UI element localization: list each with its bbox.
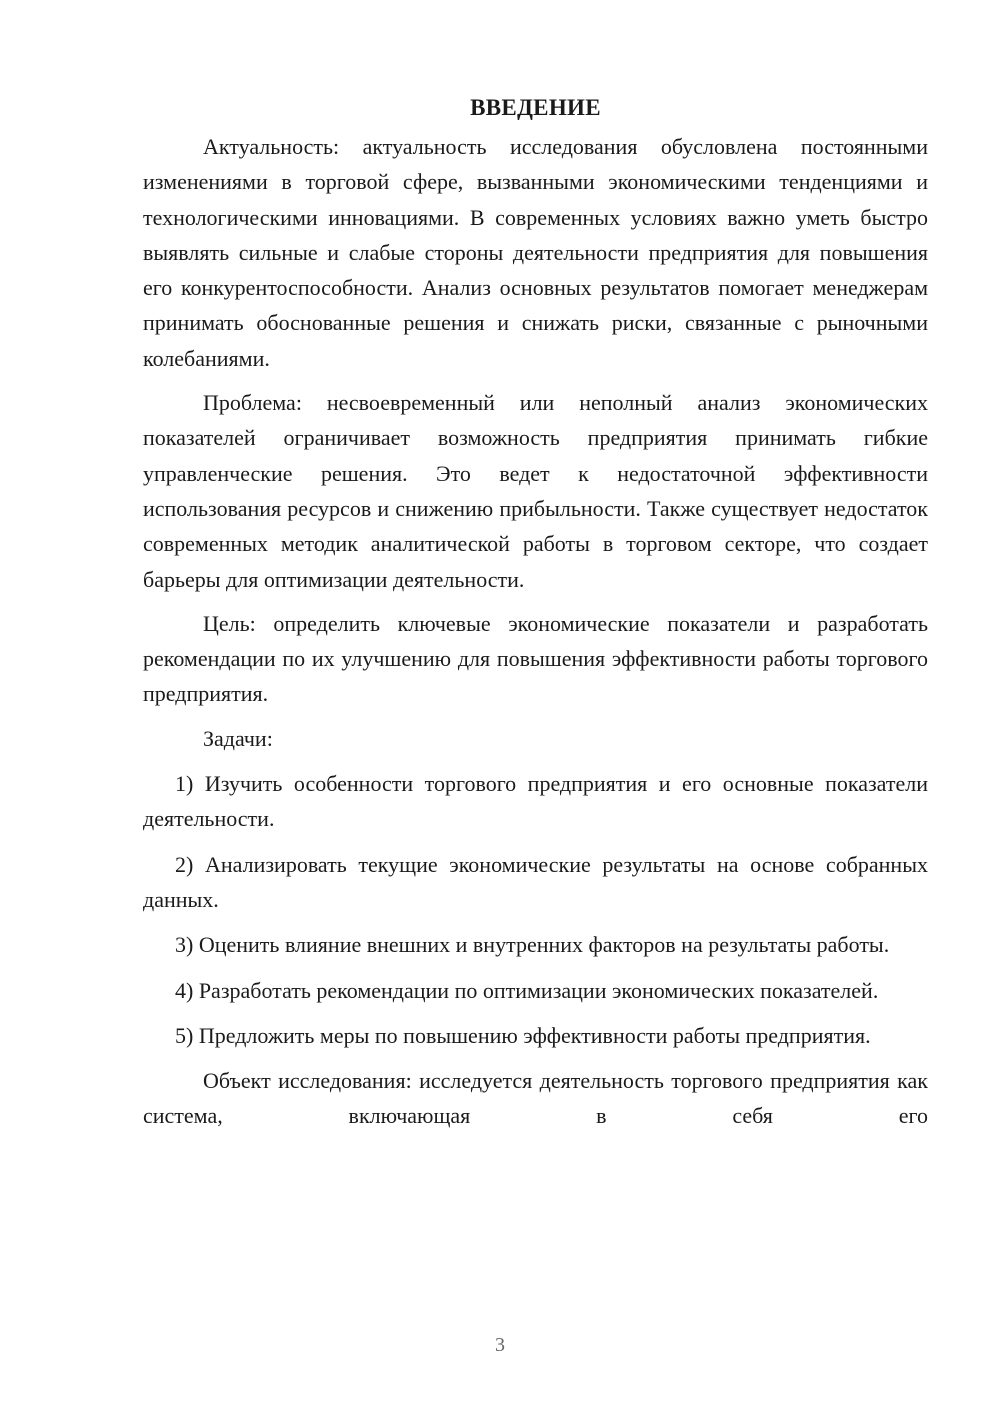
task-item-5: 5) Предложить меры по повышению эффективности работы предприятия. [175,1022,871,1048]
problem-paragraph: Проблема: несвоевременный или неполный анализ экономических показателей ограничивает возможность предприятия принимать гибкие управленческие решения. Это ведет к недостаточной эффективности использования ресурсов и снижению прибыльности. Также существует недостаток современных методик аналитической работы в торговом секторе, что создает барьеры для оптимизации деятельности. [143,390,928,592]
task-item-2: 2) Анализировать текущие экономические результаты на основе собранных данных. [143,851,928,912]
task-item-4: 4) Разработать рекомендации по оптимизации экономических показателей. [175,977,879,1003]
relevance-paragraph: Актуальность: актуальность исследования обусловлена постоянными изменениями в торговой сфере, вызванными экономическими тенденциями и технологическими инновациями. В современных условиях важно уметь быстро выявлять сильные и слабые стороны деятельности предприятия для повышения его конкурентоспособности. Анализ основных результатов помогает менеджерам принимать обоснованные решения и снижать риски, связанные с рыночными колебаниями. [143,134,928,371]
document-page [143,90,928,1143]
goal-paragraph: Цель: определить ключевые экономические показатели и разработать рекомендации по их улучшению для повышения эффективности работы торгового предприятия. [143,610,928,707]
task-item-3: 3) Оценить влияние внешних и внутренних факторов на результаты работы. [175,932,890,958]
page-number: 3 [495,1334,505,1356]
task-item-1: 1) Изучить особенности торгового предприятия и его основные показатели деятельности. [143,771,928,832]
object-paragraph: Объект исследования: исследуется деятельность торгового предприятия как система, включающая в себя его [143,1068,928,1129]
tasks-list [143,766,928,1053]
section-title: ВВЕДЕНИЕ [470,95,601,120]
tasks-label: Задачи: [203,725,273,751]
